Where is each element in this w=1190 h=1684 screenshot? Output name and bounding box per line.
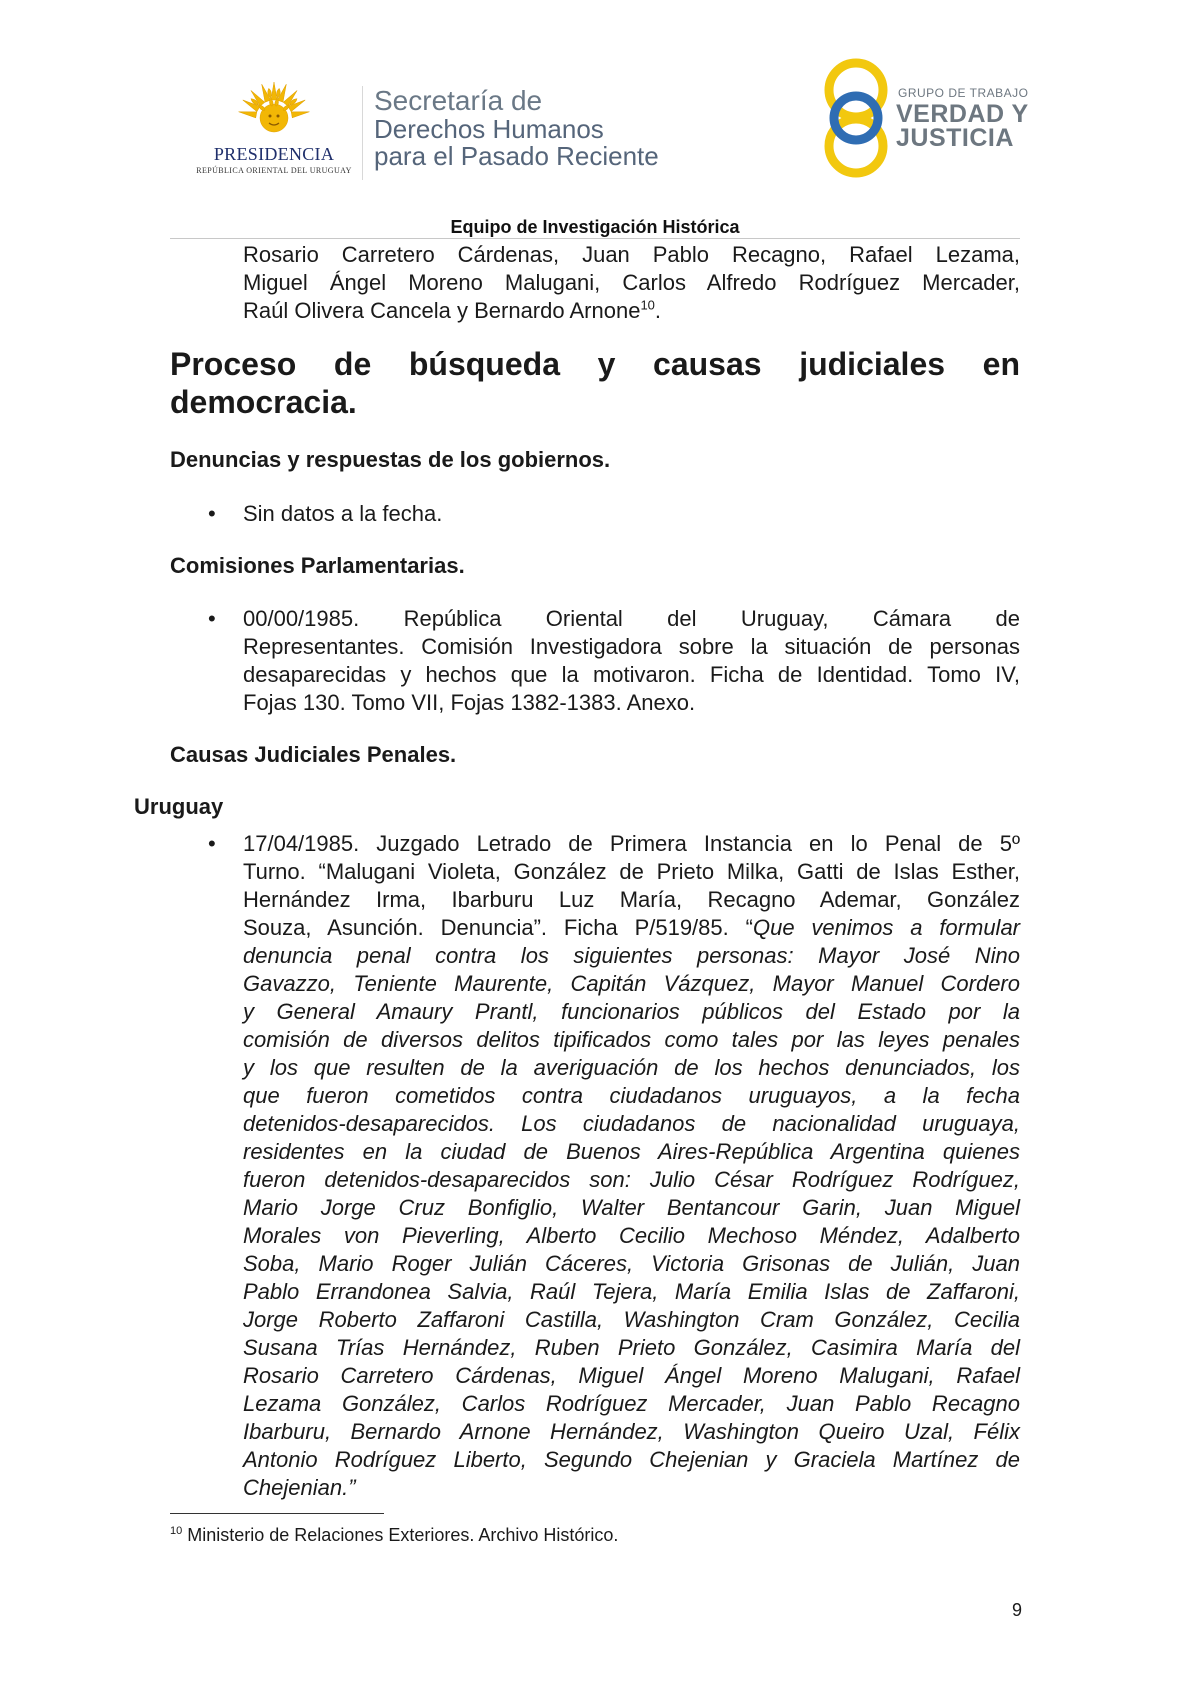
intro-line-2: Miguel Ángel Moreno Malugani, Carlos Alfredo Rodríguez Mercader, xyxy=(243,270,1020,295)
causas-heading: Causas Judiciales Penales. xyxy=(170,742,457,767)
section-title-line2: democracia. xyxy=(170,384,357,420)
quote-line: Jorge Roberto Zaffaroni Castilla, Washington Cram González, Cecilia xyxy=(243,1307,1020,1332)
country-heading: Uruguay xyxy=(134,794,224,819)
comisiones-line-1: 00/00/1985. República Oriental del Uruguay, Cámara de xyxy=(243,606,1020,631)
intro-line-3-text: Raúl Olivera Cancela y Bernardo Arnone xyxy=(243,298,641,323)
rings-icon xyxy=(820,56,892,180)
intro-line-1: Rosario Carretero Cárdenas, Juan Pablo Recagno, Rafael Lezama, xyxy=(243,242,1020,267)
team-title: Equipo de Investigación Histórica xyxy=(450,217,740,237)
secretaria-logo-text xyxy=(374,86,714,170)
quote-line: Lezama González, Carlos Rodríguez Mercader, Juan Pablo Recagno xyxy=(243,1391,1020,1416)
quote-line: fueron detenidos-desaparecidos son: Julio César Rodríguez Rodríguez, xyxy=(243,1167,1020,1192)
secretaria-line2: Derechos Humanos xyxy=(374,114,604,144)
footnote xyxy=(170,1524,618,1546)
verdad-label: VERDAD Y xyxy=(896,100,1029,128)
quote-line: Gavazzo, Teniente Maurente, Capitán Vázquez, Mayor Manuel Cordero xyxy=(243,971,1020,996)
quote-line: y los que resulten de la averiguación de los hechos denunciados, los xyxy=(243,1055,1020,1080)
quote-line: Rosario Carretero Cárdenas, Miguel Ángel Moreno Malugani, Rafael xyxy=(243,1363,1020,1388)
quote-line: que fueron cometidos contra ciudadanos uruguayos, a la fecha xyxy=(243,1083,1020,1108)
causas-line-1: 17/04/1985. Juzgado Letrado de Primera Instancia en lo Penal de 5º xyxy=(243,831,1020,856)
intro-line-3-end: . xyxy=(654,298,662,323)
presidencia-wordmark: PRESIDENCIA xyxy=(213,144,335,164)
section-title-line1: Proceso de búsqueda y causas judiciales en xyxy=(170,346,1020,382)
footnote-ref[interactable]: 10 xyxy=(640,297,655,313)
quote-line: Pablo Errandonea Salvia, Raúl Tejera, María Emilia Islas de Zaffaroni, xyxy=(243,1279,1020,1304)
denuncias-heading: Denuncias y respuestas de los gobiernos. xyxy=(170,447,611,472)
quote-line: Morales von Pieverling, Alberto Cecilio Mechoso Méndez, Adalberto xyxy=(243,1223,1020,1248)
causas-line-3: Hernández Irma, Ibarburu Luz María, Recagno Ademar, González xyxy=(243,887,1020,912)
quote-line: Chejenian.” xyxy=(243,1475,356,1500)
sun-icon xyxy=(234,78,314,142)
bullet-icon: • xyxy=(208,501,216,526)
quote-line: Ibarburu, Bernardo Arnone Hernández, Washington Queiro Uzal, Félix xyxy=(243,1419,1020,1444)
justicia-label: JUSTICIA xyxy=(896,124,1014,152)
section-title xyxy=(170,345,1020,421)
footnote-text: Ministerio de Relaciones Exteriores. Archivo Histórico. xyxy=(182,1525,619,1545)
bullet-icon: • xyxy=(208,606,216,631)
comisiones-line-2: Representantes. Comisión Investigadora sobre la situación de personas xyxy=(243,634,1020,659)
page-number: 9 xyxy=(1012,1600,1023,1620)
causas-line-4 xyxy=(243,914,1020,942)
header-rule xyxy=(170,238,1020,239)
presidencia-logo xyxy=(196,78,352,178)
denuncias-bullet-text: Sin datos a la fecha. xyxy=(243,501,443,526)
footnote-number: 10 xyxy=(170,1525,183,1537)
quote-line: Susana Trías Hernández, Ruben Prieto González, Casimira María del xyxy=(243,1335,1020,1360)
header-divider xyxy=(362,86,363,180)
quote-line: residentes en la ciudad de Buenos Aires-República Argentina quienes xyxy=(243,1139,1020,1164)
comisiones-line-4: Fojas 130. Tomo VII, Fojas 1382-1383. Anexo. xyxy=(243,690,696,715)
footnote-rule xyxy=(170,1513,384,1514)
quote-line: detenidos-desaparecidos. Los ciudadanos de nacionalidad uruguaya, xyxy=(243,1111,1020,1136)
verdad-justicia-logo xyxy=(820,56,1030,180)
secretaria-line1: Secretaría de xyxy=(374,85,543,116)
quote-line: Mario Jorge Cruz Bonfiglio, Walter Bentancour Garin, Juan Miguel xyxy=(243,1195,1020,1220)
grupo-trabajo-label: GRUPO DE TRABAJO xyxy=(898,86,1029,100)
causas-line-4-italic: Que venimos a formular xyxy=(752,915,1021,940)
page-header xyxy=(0,0,1190,240)
quote-line: Antonio Rodríguez Liberto, Segundo Chejenian y Graciela Martínez de xyxy=(243,1447,1020,1472)
comisiones-heading: Comisiones Parlamentarias. xyxy=(170,553,465,578)
republica-wordmark: REPÚBLICA ORIENTAL DEL URUGUAY xyxy=(196,166,352,175)
bullet-icon: • xyxy=(208,831,216,856)
quote-line: y General Amaury Prantl, funcionarios públicos del Estado por la xyxy=(243,999,1020,1024)
causas-line-4-normal: Souza, Asunción. Denuncia”. Ficha P/519/85. “ xyxy=(243,915,753,940)
secretaria-line3: para el Pasado Reciente xyxy=(374,141,659,171)
quote-line: denuncia penal contra los siguientes personas: Mayor José Nino xyxy=(243,943,1020,968)
causas-line-2: Turno. “Malugani Violeta, González de Prieto Milka, Gatti de Islas Esther, xyxy=(243,859,1020,884)
quote-line: Soba, Mario Roger Julián Cáceres, Victoria Grisonas de Julián, Juan xyxy=(243,1251,1020,1276)
quote-line: comisión de diversos delitos tipificados como tales por las leyes penales xyxy=(243,1027,1020,1052)
intro-line-3 xyxy=(243,297,1020,325)
comisiones-line-3: desaparecidas y hechos que la motivaron. Ficha de Identidad. Tomo IV, xyxy=(243,662,1020,687)
